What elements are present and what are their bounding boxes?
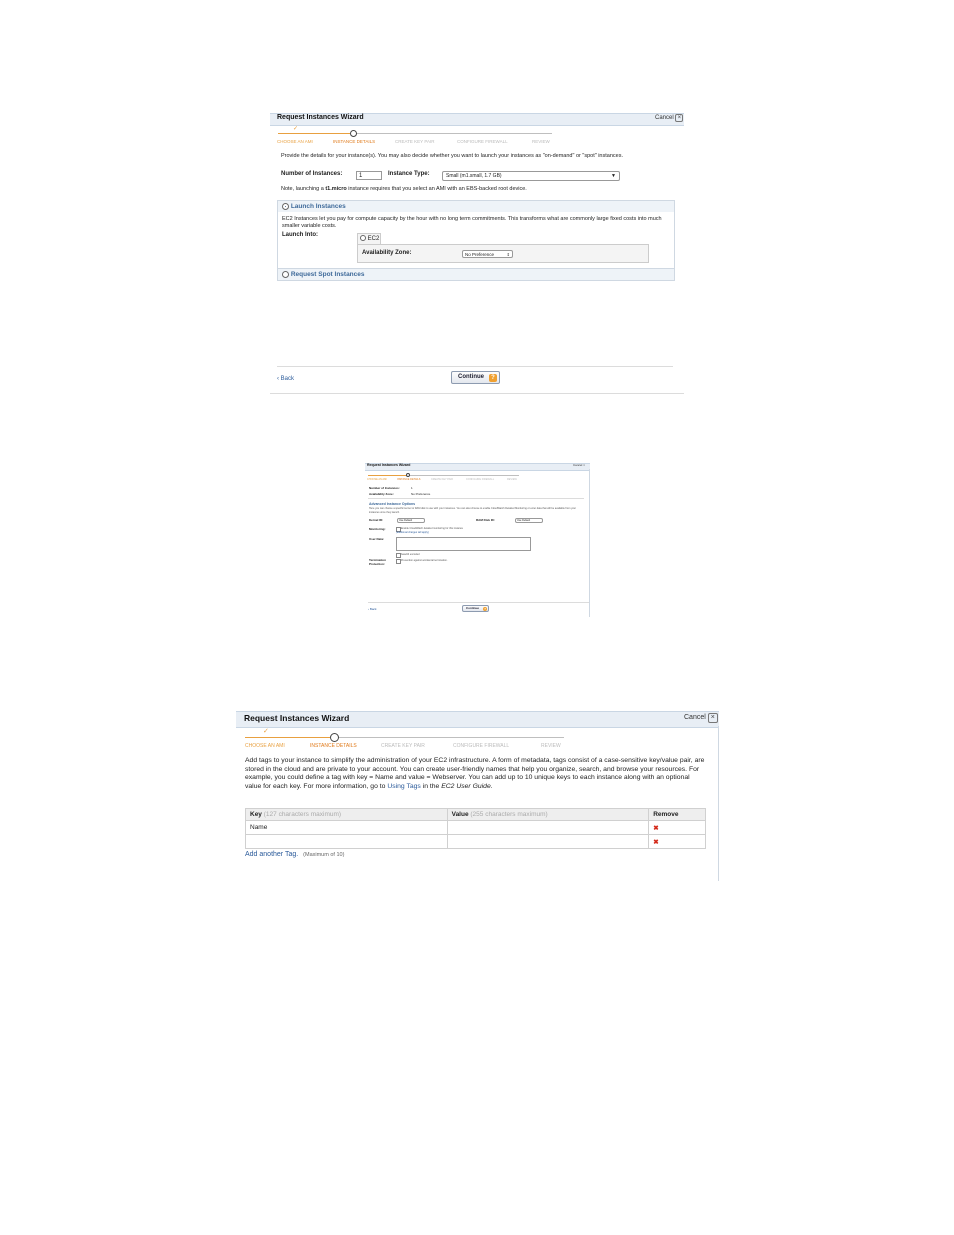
note-prefix: Note, launching a (281, 186, 324, 192)
value-header-hint: (255 characters maximum) (470, 811, 548, 818)
launch-instances-header[interactable] (278, 201, 674, 212)
tags-table-header (246, 809, 706, 821)
steps-progress-track-small (409, 475, 519, 476)
spot-instances-radio[interactable] (282, 271, 289, 278)
step-create-key-pair-tags: CREATE KEY PAIR (381, 743, 425, 749)
tags-intro-text (245, 757, 707, 792)
instance-type-label: Instance Type: (388, 171, 430, 177)
add-another-tag-link[interactable]: Add another Tag. (245, 851, 299, 858)
continue-label-small: Continue (466, 606, 479, 610)
table-row (246, 821, 706, 835)
availability-zone-label: Availability Zone: (362, 250, 412, 256)
steps-progress-done-small (368, 475, 408, 476)
note-bold: t1.micro (325, 186, 347, 192)
key-input[interactable] (246, 835, 448, 849)
user-data-label: User Data: (369, 537, 385, 541)
wizard-title: Request Instances Wizard (277, 114, 364, 121)
step-choose-ami-tags: CHOOSE AN AMI (245, 743, 285, 749)
chevron-down-icon: ▼ (611, 173, 616, 179)
add-tag-row (245, 851, 344, 858)
close-icon[interactable]: × (675, 114, 683, 122)
step-current-marker-small (406, 473, 410, 477)
value-header-label: Value (451, 811, 469, 818)
ramdisk-value: Use Default (517, 519, 531, 522)
termination-text: Prevention against accidental termination. (401, 559, 448, 562)
step-review-tags: REVIEW (541, 743, 561, 749)
num-instances-input[interactable] (356, 171, 382, 180)
step-configure-firewall-tags: CONFIGURE FIREWALL (453, 743, 510, 749)
availability-zone-value: No Preference (465, 252, 495, 257)
spot-instances-title: Request Spot Instances (290, 271, 365, 278)
key-header-hint: (127 characters maximum) (263, 811, 342, 818)
remove-tag-icon[interactable]: ✖ (649, 821, 706, 835)
availability-zone-select[interactable] (462, 250, 513, 258)
step-instance-details-tags: INSTANCE DETAILS (310, 743, 357, 749)
step-configure-firewall-small: CONFIGURE FIREWALL (466, 478, 495, 481)
ec2-panel (357, 244, 649, 263)
key-header-label: Key (250, 811, 262, 818)
tags-intro-main: Add tags to your instance to simplify the administration of your EC2 infrastructure. A form of metadata, tags consist of a case-sensitive key/value pair, are stored in the cloud and are private to your account. You can create user-friendly names that help you organize, search, and browse your resources. For example, you could define a tag with key = Name and value = Webserver. You can add up to 10 unique keys to each instance along with an optional value for each key. For more information, go to (245, 757, 705, 791)
continue-label: Continue (458, 374, 484, 380)
cancel-label-tags: Cancel (684, 714, 706, 721)
close-icon-small[interactable]: × (583, 463, 585, 467)
kernel-value: Use Default (399, 519, 413, 522)
footer-divider-top (277, 366, 673, 367)
cancel-button-tags[interactable] (684, 713, 718, 723)
note-suffix: instance requires that you select an AMI with an EBS-backed root device. (348, 186, 527, 192)
availability-zone-label-small: Availability Zone: (369, 492, 394, 496)
table-row (246, 835, 706, 849)
spot-instances-header[interactable] (278, 269, 674, 280)
monitoring-label: Monitoring: (369, 527, 386, 531)
step-choose-ami: CHOOSE AN AMI (277, 139, 313, 144)
ec2-radio[interactable] (360, 235, 366, 241)
num-instances-label: Number of Instances: (281, 171, 343, 177)
steps-progress-track (356, 133, 552, 134)
ec2-tab[interactable] (357, 233, 381, 244)
num-instances-label-small: Number of Instances: (369, 486, 400, 490)
add-tag-hint: (Maximum of 10) (303, 852, 345, 858)
launch-instances-radio[interactable] (282, 203, 289, 210)
launch-description: EC2 Instances let you pay for compute capacity by the hour with no long term commitments. This transforms what are commonly large fixed costs into much smaller variable costs. (282, 216, 662, 229)
wizard-title-tags: Request Instances Wizard (244, 713, 350, 723)
close-icon-tags[interactable]: × (708, 713, 718, 723)
cancel-label-small: Cancel (573, 463, 583, 467)
chevron-updown-icon: ⇕ (506, 252, 510, 257)
steps-progress-track-tags (338, 737, 564, 738)
panel-right-border-small (589, 469, 590, 617)
remove-tag-icon[interactable]: ✖ (649, 835, 706, 849)
step-instance-details: INSTANCE DETAILS (333, 139, 376, 144)
advanced-divider (368, 498, 584, 499)
step-current-marker (350, 130, 357, 137)
step-current-marker-tags (330, 733, 339, 742)
step-check-icon: ✓ (293, 126, 299, 132)
steps-progress-done (278, 133, 350, 134)
continue-button-small[interactable] (462, 605, 489, 612)
back-link-small[interactable]: ‹ Back (368, 607, 377, 611)
ramdisk-label: RAM Disk ID: (476, 518, 495, 522)
launch-instances-title: Launch Instances (290, 203, 346, 210)
tags-table (245, 808, 706, 849)
step-create-key-pair-small: CREATE KEY PAIR (431, 478, 453, 481)
using-tags-link[interactable]: Using Tags (387, 783, 421, 791)
termination-label: Termination Protection: (369, 558, 386, 566)
base64-text: base64 encoded (401, 553, 420, 556)
footer-divider-small (368, 602, 589, 603)
continue-button[interactable] (451, 371, 500, 384)
monitoring-text: Enable CloudWatch detailed monitoring for this instance (401, 527, 464, 530)
kernel-label: Kernel ID: (369, 518, 384, 522)
user-data-textarea[interactable] (396, 537, 531, 551)
back-link[interactable]: ‹ Back (277, 376, 295, 382)
availability-zone-value-small: No Preference (411, 492, 431, 496)
launch-instances-section (277, 200, 675, 270)
instance-type-select[interactable] (442, 171, 620, 181)
continue-arrow-icon-small: ? (484, 607, 486, 611)
intro-text: Provide the details for your instance(s). You may also decide whether you want to launch your instances as "on-demand" or "spot" instances. (281, 153, 623, 159)
panel-right-border-tags (718, 726, 719, 881)
step-configure-firewall: CONFIGURE FIREWALL (457, 139, 508, 144)
cancel-button[interactable] (655, 114, 683, 122)
step-review: REVIEW (532, 139, 550, 144)
tags-intro-period: . (490, 783, 493, 791)
launch-into-label: Launch Into: (282, 232, 318, 238)
footer-divider-bottom (270, 393, 684, 394)
instance-type-value: Small (m1.small, 1.7 GB) (446, 173, 502, 179)
micro-note (281, 186, 527, 192)
spot-instances-section[interactable] (277, 268, 675, 281)
ec2-tab-label: EC2 (367, 236, 380, 242)
cancel-button-small[interactable] (573, 463, 585, 467)
value-input[interactable] (447, 835, 649, 849)
value-column-header (447, 809, 649, 821)
continue-arrow-icon: ? (489, 374, 497, 382)
step-check-icon-tags: ✓ (263, 728, 269, 735)
steps-progress-done-tags (245, 737, 330, 738)
step-review-small: REVIEW (507, 478, 517, 481)
remove-column-header: Remove (649, 809, 706, 821)
advanced-title: Advanced Instance Options (369, 502, 416, 506)
key-input[interactable]: Name (246, 821, 448, 835)
num-instances-value-small: 1 (411, 486, 413, 490)
step-instance-details-small: INSTANCE DETAILS (397, 478, 421, 481)
value-input[interactable] (447, 821, 649, 835)
kernel-select[interactable] (397, 518, 425, 523)
ramdisk-select[interactable] (515, 518, 543, 523)
advanced-description: Here you can choose a specific kernel or RAM disk to use with your instances. You can also choose to enable CloudWatch Detailed Monitoring or enter data that will be available from your instances once they launch. (369, 507, 576, 514)
wizard-title-small: Request Instances Wizard (367, 463, 411, 467)
key-column-header (246, 809, 448, 821)
tags-intro-in-the: in the (422, 783, 440, 791)
step-create-key-pair: CREATE KEY PAIR (395, 139, 435, 144)
num-instances-value: 1 (359, 173, 363, 179)
ec2-user-guide-text: EC2 User Guide (441, 783, 491, 791)
cancel-label: Cancel (655, 115, 674, 121)
step-choose-ami-small: CHOOSE AN AMI (367, 478, 387, 481)
monitoring-charges-link[interactable]: (additional charges will apply) (396, 531, 429, 534)
